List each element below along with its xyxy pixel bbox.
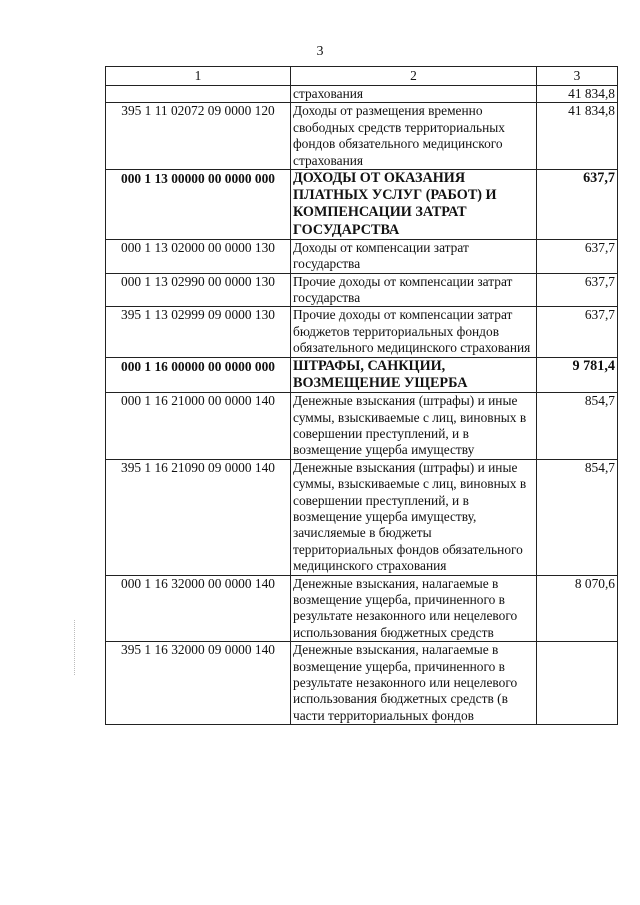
table-row	[106, 273, 618, 307]
row-amount: 41 834,8	[537, 103, 618, 170]
row-amount: 854,7	[537, 393, 618, 460]
row-amount: 637,7	[537, 273, 618, 307]
row-code: 395 1 11 02072 09 0000 120	[106, 103, 291, 170]
table-row	[106, 575, 618, 642]
row-amount: 854,7	[537, 459, 618, 575]
row-code: 395 1 13 02999 09 0000 130	[106, 307, 291, 357]
row-code: 000 1 13 00000 00 0000 000	[106, 170, 291, 240]
row-name: Прочие доходы от компенсации затрат государства	[291, 273, 537, 307]
row-name: ШТРАФЫ, САНКЦИИ, ВОЗМЕЩЕНИЕ УЩЕРБА	[291, 357, 537, 392]
row-amount: 41 834,8	[537, 86, 618, 103]
row-code: 000 1 16 21000 00 0000 140	[106, 393, 291, 460]
row-name: Денежные взыскания (штрафы) и иные суммы, взыскиваемые с лиц, виновных в совершении преступлений, и в возмещение ущерба имуществу, зачисляемые в бюджеты территориальных фондов обязательного медицинского страхования	[291, 459, 537, 575]
row-code: 000 1 16 32000 00 0000 140	[106, 575, 291, 642]
row-amount: 637,7	[537, 239, 618, 273]
table-row	[106, 642, 618, 725]
table-row	[106, 459, 618, 575]
row-code: 000 1 13 02990 00 0000 130	[106, 273, 291, 307]
table-row	[106, 239, 618, 273]
row-name: Доходы от размещения временно свободных средств территориальных фондов обязательного медицинского страхования	[291, 103, 537, 170]
row-name: Прочие доходы от компенсации затрат бюджетов территориальных фондов обязательного медицинского страхования	[291, 307, 537, 357]
row-name: Денежные взыскания, налагаемые в возмещение ущерба, причиненного в результате незаконного или нецелевого использования бюджетных средств	[291, 575, 537, 642]
page-number: 3	[316, 44, 324, 59]
row-name: ДОХОДЫ ОТ ОКАЗАНИЯ ПЛАТНЫХ УСЛУГ (РАБОТ) И КОМПЕНСАЦИИ ЗАТРАТ ГОСУДАРСТВА	[291, 170, 537, 240]
column-header-code: 1	[106, 67, 291, 86]
row-amount: 9 781,4	[537, 357, 618, 392]
table-row	[106, 307, 618, 357]
table-row	[106, 357, 618, 392]
table-header-row	[106, 67, 618, 86]
table-row	[106, 393, 618, 460]
column-header-name: 2	[291, 67, 537, 86]
scan-artifact-line	[74, 620, 75, 675]
table-row	[106, 86, 618, 103]
row-code: 000 1 16 00000 00 0000 000	[106, 357, 291, 392]
row-code	[106, 86, 291, 103]
row-amount	[537, 642, 618, 725]
table-row	[106, 170, 618, 240]
row-name: Доходы от компенсации затрат государства	[291, 239, 537, 273]
row-amount: 8 070,6	[537, 575, 618, 642]
row-amount: 637,7	[537, 307, 618, 357]
column-header-amount: 3	[537, 67, 618, 86]
table-row	[106, 103, 618, 170]
row-name: страхования	[291, 86, 537, 103]
row-name: Денежные взыскания (штрафы) и иные суммы, взыскиваемые с лиц, виновных в совершении преступлений, и в возмещение ущерба имуществу	[291, 393, 537, 460]
budget-table	[105, 66, 618, 725]
table-body	[106, 86, 618, 725]
row-name: Денежные взыскания, налагаемые в возмещение ущерба, причиненного в результате незаконного или нецелевого использования бюджетных средств (в части территориальных фондов	[291, 642, 537, 725]
row-code: 395 1 16 32000 09 0000 140	[106, 642, 291, 725]
row-amount: 637,7	[537, 170, 618, 240]
row-code: 000 1 13 02000 00 0000 130	[106, 239, 291, 273]
row-code: 395 1 16 21090 09 0000 140	[106, 459, 291, 575]
